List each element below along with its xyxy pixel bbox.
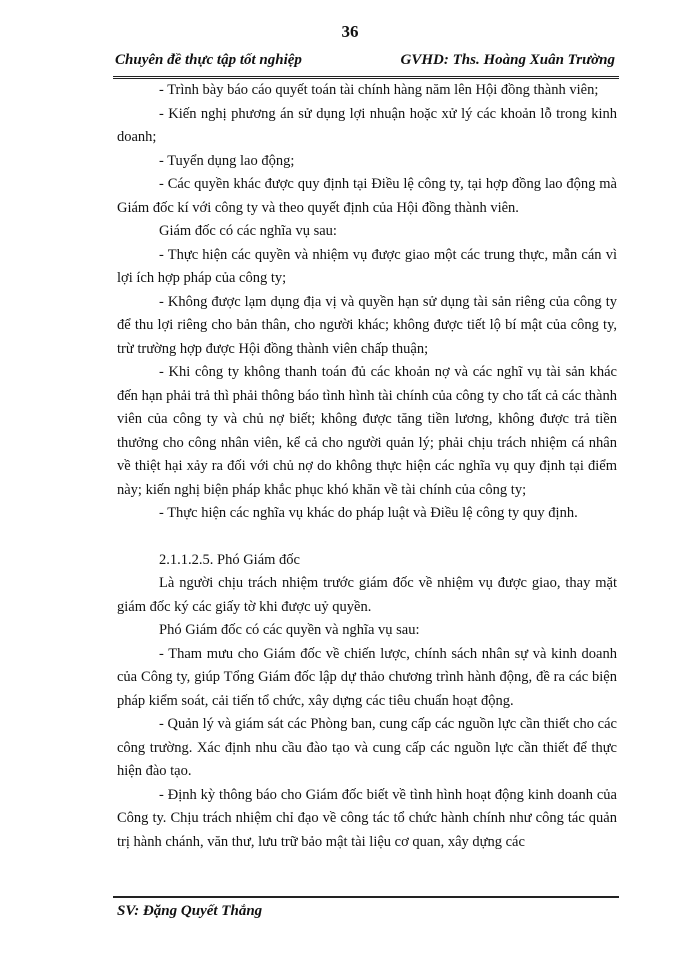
page-body: [117, 79, 617, 854]
section-heading: 2.1.1.2.5. Phó Giám đốc: [159, 551, 300, 568]
paragraph: - Không được lạm dụng địa vị và quyền hạn sử dụng tài sản riêng của công ty để thu lợi riêng cho bản thân, cho người khác; không được tiết lộ bí mật của công ty, trừ trường hợp được Hội đồng thành viên chấp thuận;: [117, 293, 617, 357]
header-advisor: GVHD: Ths. Hoàng Xuân Trường: [400, 52, 615, 68]
paragraph: - Quản lý và giám sát các Phòng ban, cung cấp các nguồn lực cần thiết cho các công trường. Xác định nhu cầu đào tạo và cung cấp các nguồn lực cần thiết để thực hiện đào tạo.: [117, 716, 617, 779]
page-footer: SV: Đặng Quyết Thắng: [117, 903, 263, 919]
paragraph: Phó Giám đốc có các quyền và nghĩa vụ sau:: [159, 622, 420, 638]
paragraph: - Kiến nghị phương án sử dụng lợi nhuận hoặc xử lý các khoản lỗ trong kinh doanh;: [117, 105, 617, 145]
page-number: 36: [341, 22, 359, 41]
paragraph: - Thực hiện các nghĩa vụ khác do pháp luật và Điều lệ công ty quy định.: [159, 505, 578, 521]
paragraph: - Trình bày báo cáo quyết toán tài chính hàng năm lên Hội đồng thành viên;: [159, 82, 599, 98]
paragraph: - Tuyển dụng lao động;: [159, 152, 295, 169]
footer-rule: [113, 896, 619, 898]
paragraph: - Các quyền khác được quy định tại Điều lệ công ty, tại hợp đồng lao động mà Giám đốc kí với công ty và theo quyết định của Hội đồng thành viên.: [117, 176, 617, 216]
header-title: Chuyên đề thực tập tốt nghiệp: [115, 52, 302, 68]
paragraph: - Định kỳ thông báo cho Giám đốc biết về tình hình hoạt động kinh doanh của Công ty. Chịu trách nhiệm chỉ đạo về công tác tổ chức hành chính như công tác quản trị hành chánh, văn thư, lưu trữ bảo mật tài liệu cơ quan, xây dựng các: [117, 786, 617, 850]
spacer: [117, 526, 617, 549]
page-header: [115, 52, 615, 74]
paragraph: Giám đốc có các nghĩa vụ sau:: [159, 223, 337, 239]
paragraph: - Khi công ty không thanh toán đủ các khoản nợ và các nghĩ vụ tài sản khác đến hạn phải trả thì phải thông báo tình hình tài chính của công ty cho tất cả các thành viên của công ty và chủ nợ biết; không được tăng tiền lương, không được trả tiền thưởng cho công nhân viên, kể cả cho người quản lý; phải chịu trách nhiệm cá nhân về thiệt hại xảy ra đối với chủ nợ do không thực hiện các nghĩa vụ quy định tại điểm này; kiến nghị biện pháp khắc phục khó khăn về tài chính của công ty;: [117, 364, 617, 498]
paragraph: - Tham mưu cho Giám đốc về chiến lược, chính sách nhân sự và kinh doanh của Công ty, giúp Tổng Giám đốc lập dự thảo chương trình hành động, đề ra các biện pháp kiểm soát, cải tiến tổ chức, xây dựng các tiêu chuẩn hoạt động.: [117, 645, 617, 709]
paragraph: Là người chịu trách nhiệm trước giám đốc về nhiệm vụ được giao, thay mặt giám đốc ký các giấy tờ khi được uỷ quyền.: [117, 575, 617, 615]
paragraph: - Thực hiện các quyền và nhiệm vụ được giao một các trung thực, mẫn cán vì lợi ích hợp pháp của công ty;: [117, 246, 617, 286]
